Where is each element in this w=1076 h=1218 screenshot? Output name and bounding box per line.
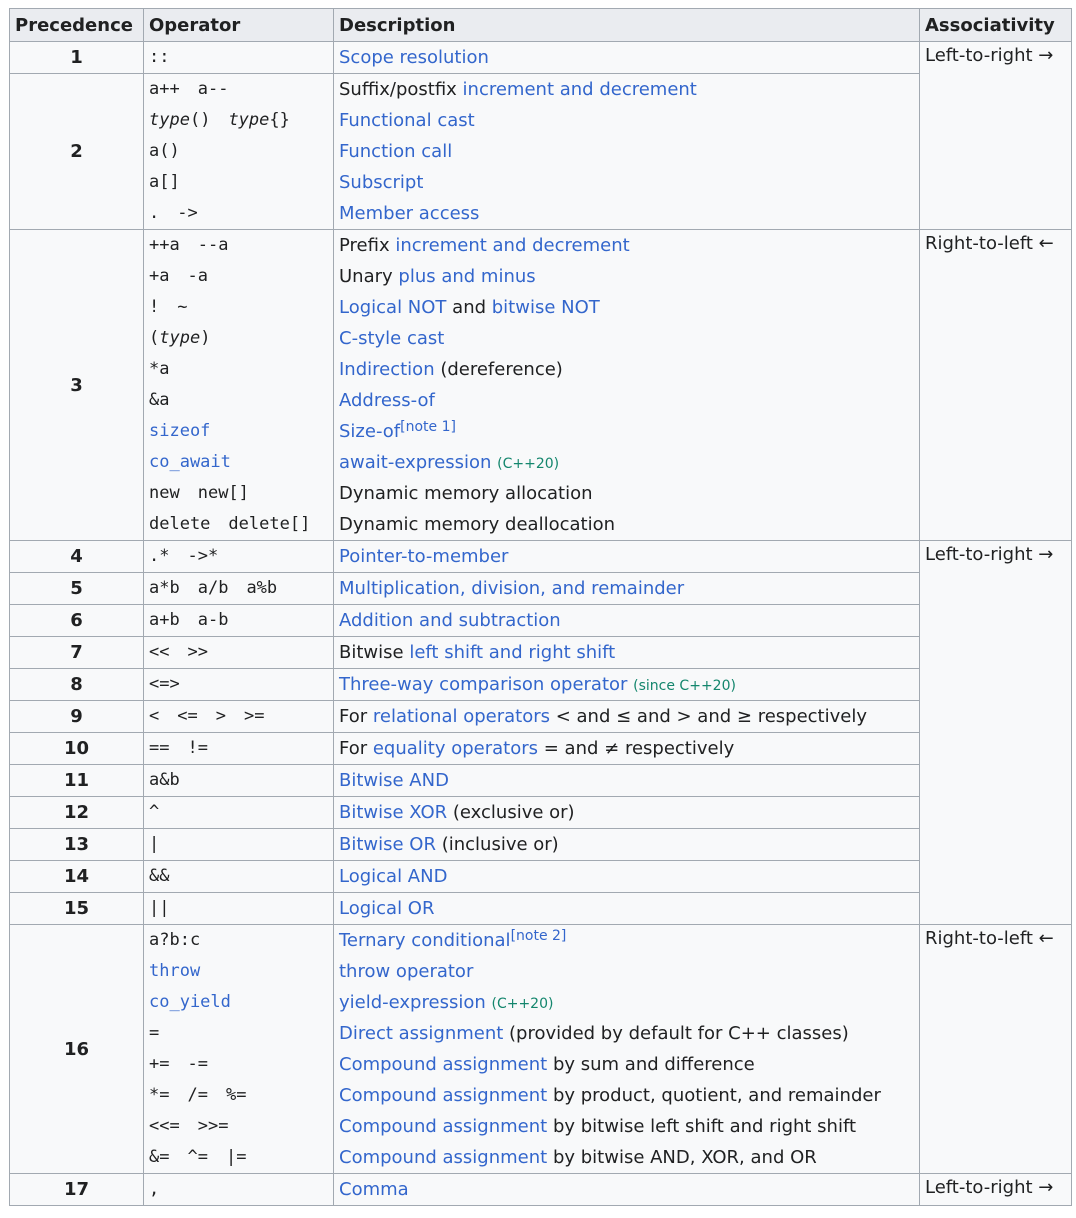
precedence-level: 16 [10, 925, 144, 1174]
version-note: (C++20) [497, 456, 560, 472]
operator-line [149, 354, 328, 385]
operator-symbol: == [149, 738, 170, 758]
precedence-level: 9 [10, 701, 144, 733]
precedence-row [10, 861, 1072, 893]
operator-line [149, 74, 328, 105]
description-cell [334, 573, 920, 605]
operator-symbol: --a [197, 235, 229, 255]
operator-symbol: {} [269, 110, 290, 130]
type-placeholder: type [159, 328, 201, 348]
operator-cell [144, 573, 334, 605]
description-link[interactable]: left shift and right shift [409, 642, 616, 663]
operator-symbol: | [149, 834, 160, 854]
description-cell [334, 637, 920, 669]
operator-cell [144, 541, 334, 573]
operator-line [149, 105, 328, 136]
description-text: and [446, 297, 492, 318]
operator-symbol: = [149, 1023, 160, 1043]
description-cell [334, 669, 920, 701]
description-line [339, 956, 914, 987]
operator-symbol: |= [225, 1147, 247, 1167]
description-line [339, 1111, 914, 1142]
operator-cell [144, 74, 334, 230]
header-associativity[interactable]: Associativity [920, 9, 1072, 42]
operator-symbol: -= [187, 1054, 208, 1074]
operator-line [149, 261, 328, 292]
precedence-row [10, 669, 1072, 701]
precedence-row [10, 637, 1072, 669]
operator-symbol: ~ [177, 297, 188, 317]
precedence-level: 6 [10, 605, 144, 637]
operator-symbol: && [149, 866, 170, 886]
operator-cell [144, 605, 334, 637]
description-line [339, 733, 914, 764]
operator-symbol: .* [149, 546, 170, 566]
operator-line [149, 541, 328, 572]
operator-symbol: -> [177, 203, 198, 223]
operator-line [149, 385, 328, 416]
operator-keyword-link[interactable]: delete[] [228, 514, 311, 534]
description-line [339, 292, 914, 323]
operator-keyword-link[interactable]: sizeof [149, 421, 211, 441]
description-line [339, 478, 914, 509]
description-text: For [339, 738, 373, 759]
operator-line [149, 861, 328, 892]
description-line [339, 797, 914, 828]
precedence-row [10, 605, 1072, 637]
description-line [339, 323, 914, 354]
operator-symbol: a/b [197, 578, 229, 598]
precedence-row [10, 573, 1072, 605]
description-line [339, 354, 914, 385]
operator-symbol [228, 110, 269, 130]
operator-line [149, 1049, 328, 1080]
precedence-row [10, 797, 1072, 829]
precedence-level: 5 [10, 573, 144, 605]
operator-cell [144, 42, 334, 74]
description-link[interactable]: Pointer-to-member [339, 546, 509, 567]
operator-precedence-table [9, 8, 1072, 1206]
operator-cell [144, 893, 334, 925]
operator-line [149, 987, 328, 1018]
operator-symbol: ( [149, 328, 160, 348]
operator-line [149, 478, 328, 509]
operator-cell [144, 230, 334, 541]
description-cell [334, 733, 920, 765]
description-link[interactable]: Addition and subtraction [339, 610, 561, 631]
operator-cell [144, 797, 334, 829]
description-text: (exclusive or) [447, 802, 575, 823]
precedence-level: 7 [10, 637, 144, 669]
description-link[interactable]: Compound assignment [339, 1116, 548, 1137]
description-line [339, 509, 914, 540]
operator-keyword-link[interactable]: delete [149, 514, 211, 534]
operator-line [149, 447, 328, 478]
operator-line [149, 509, 328, 540]
operator-line [149, 797, 328, 828]
description-link[interactable]: Compound assignment [339, 1085, 548, 1106]
description-cell [334, 1174, 920, 1206]
operator-line [149, 136, 328, 167]
description-line [339, 829, 914, 860]
operator-symbol: &a [149, 390, 170, 410]
type-placeholder: type [149, 110, 190, 130]
description-text: (inclusive or) [435, 834, 559, 855]
operator-symbol: a%b [246, 578, 278, 598]
precedence-row [10, 541, 1072, 573]
description-link[interactable]: Dynamic memory allocation [339, 483, 593, 504]
description-line [339, 198, 914, 229]
description-link[interactable]: Indirection [339, 359, 435, 380]
description-line [339, 925, 914, 956]
description-text: (provided by default for C++ classes) [503, 1023, 849, 1044]
description-line [339, 987, 914, 1018]
description-link[interactable]: Ternary conditional [339, 930, 511, 951]
description-link[interactable]: relational operators [372, 706, 550, 727]
precedence-level: 11 [10, 765, 144, 797]
description-text: Suffix/postfix [339, 79, 463, 100]
associativity-cell: Left-to-right → [920, 1174, 1072, 1206]
description-link[interactable]: Bitwise XOR [339, 802, 448, 823]
operator-line [149, 829, 328, 860]
description-link[interactable]: Bitwise AND [339, 770, 449, 791]
operator-line [149, 1174, 328, 1205]
associativity-cell: Right-to-left ← [920, 925, 1072, 1174]
header-operator[interactable]: Operator [144, 9, 334, 42]
precedence-row [10, 42, 1072, 74]
description-link[interactable]: Functional cast [339, 110, 475, 131]
description-link[interactable]: Three-way comparison operator [339, 674, 628, 695]
operator-line [149, 733, 328, 764]
description-cell [334, 893, 920, 925]
description-link[interactable]: Compound assignment [339, 1054, 548, 1075]
description-link[interactable]: Logical NOT [339, 297, 447, 318]
operator-line [149, 1018, 328, 1049]
operator-line [149, 637, 328, 668]
operator-symbol: >= [243, 706, 265, 726]
precedence-level: 12 [10, 797, 144, 829]
description-link[interactable]: C-style cast [339, 328, 445, 349]
description-line [339, 701, 914, 732]
operator-line [149, 292, 328, 323]
operator-symbol: >> [187, 642, 208, 662]
description-cell [334, 765, 920, 797]
precedence-level: 10 [10, 733, 144, 765]
description-link[interactable]: Size-of [339, 421, 401, 442]
description-cell [334, 42, 920, 74]
precedence-row [10, 74, 1072, 230]
description-line [339, 1174, 914, 1205]
operator-symbol: . [149, 203, 160, 223]
operator-line [149, 925, 328, 956]
precedence-level: 14 [10, 861, 144, 893]
operator-symbol: > [215, 706, 226, 726]
description-text: by product, quotient, and remainder [547, 1085, 881, 1106]
operator-symbol: () [189, 110, 211, 130]
operator-line [149, 42, 328, 73]
operator-symbol: &= [149, 1147, 170, 1167]
description-line [339, 1142, 914, 1173]
operator-symbol: || [149, 898, 170, 918]
description-cell [334, 861, 920, 893]
precedence-level: 2 [10, 74, 144, 230]
operator-line [149, 605, 328, 636]
header-precedence[interactable]: Precedence [10, 9, 144, 42]
table-body [10, 42, 1072, 1206]
operator-symbol: a+b [149, 610, 180, 630]
precedence-row [10, 829, 1072, 861]
description-line [339, 1018, 914, 1049]
description-link[interactable]: bitwise NOT [491, 297, 600, 318]
description-link[interactable]: increment and decrement [462, 79, 697, 100]
operator-keyword-link[interactable]: new[] [197, 483, 249, 503]
operator-line [149, 701, 328, 732]
operator-symbol: ^= [187, 1147, 208, 1167]
operator-symbol: <= [177, 706, 198, 726]
description-link[interactable]: Comma [339, 1179, 409, 1200]
description-link[interactable]: increment and decrement [395, 235, 630, 256]
description-link[interactable]: yield-expression [339, 992, 486, 1013]
operator-symbol: ^ [149, 802, 160, 822]
operator-symbol: ->* [187, 546, 219, 566]
description-link[interactable]: Member access [339, 203, 480, 224]
description-cell [334, 541, 920, 573]
version-note: (since C++20) [633, 678, 736, 694]
operator-symbol: a++ [149, 79, 180, 99]
description-text: Bitwise [339, 642, 410, 663]
precedence-row [10, 701, 1072, 733]
description-text: by bitwise AND, XOR, and OR [547, 1147, 817, 1168]
operator-line [149, 230, 328, 261]
precedence-level: 8 [10, 669, 144, 701]
description-line [339, 541, 914, 572]
description-link[interactable]: Compound assignment [339, 1147, 548, 1168]
operator-cell [144, 829, 334, 861]
footnote-ref[interactable]: [note 2] [510, 928, 567, 944]
description-link[interactable]: plus and minus [398, 266, 536, 287]
version-note: (C++20) [491, 996, 554, 1012]
description-link[interactable]: Function call [339, 141, 453, 162]
description-line [339, 136, 914, 167]
operator-line [149, 416, 328, 447]
operator-symbol: a[] [149, 172, 180, 192]
operator-symbol: %= [225, 1085, 247, 1105]
operator-line [149, 1080, 328, 1111]
description-text: For [339, 706, 373, 727]
description-text: = and ≠ respectively [538, 738, 735, 759]
description-line [339, 105, 914, 136]
description-text: by sum and difference [547, 1054, 755, 1075]
operator-symbol: a-b [197, 610, 229, 630]
operator-symbol: += [149, 1054, 170, 1074]
precedence-row [10, 893, 1072, 925]
header-row [10, 9, 1072, 42]
precedence-level: 15 [10, 893, 144, 925]
precedence-row [10, 733, 1072, 765]
operator-symbol: >>= [197, 1116, 229, 1136]
precedence-level: 4 [10, 541, 144, 573]
operator-line [149, 167, 328, 198]
operator-symbol: , [149, 1179, 160, 1199]
description-text: Unary [339, 266, 399, 287]
precedence-level: 3 [10, 230, 144, 541]
precedence-level: 13 [10, 829, 144, 861]
operator-keyword-link[interactable]: throw [149, 961, 201, 981]
precedence-row [10, 765, 1072, 797]
operator-symbol: *a [149, 359, 170, 379]
operator-line [149, 956, 328, 987]
description-cell [334, 74, 920, 230]
operator-cell [144, 925, 334, 1174]
operator-symbol: *= [149, 1085, 170, 1105]
description-line [339, 385, 914, 416]
operator-line [149, 1111, 328, 1142]
description-line [339, 861, 914, 892]
description-line [339, 1080, 914, 1111]
operator-keyword-link[interactable]: co_await [149, 452, 231, 472]
operator-symbol: :: [149, 47, 170, 67]
operator-line [149, 573, 328, 604]
description-link[interactable]: Logical AND [339, 866, 448, 887]
description-line [339, 42, 914, 73]
description-line [339, 765, 914, 796]
description-link[interactable]: Logical OR [339, 898, 435, 919]
description-text: < and ≤ and > and ≥ respectively [550, 706, 867, 727]
precedence-level: 17 [10, 1174, 144, 1206]
operator-symbol: a-- [197, 79, 229, 99]
description-line [339, 573, 914, 604]
operator-symbol: +a [149, 266, 170, 286]
operator-cell [144, 1174, 334, 1206]
operator-symbol: ) [200, 328, 211, 348]
description-link[interactable]: throw operator [339, 961, 474, 982]
description-line [339, 230, 914, 261]
type-placeholder: type [228, 110, 270, 130]
description-link[interactable]: Direct assignment [339, 1023, 504, 1044]
description-link[interactable]: Address-of [339, 390, 435, 411]
operator-symbol: a?b:c [149, 930, 201, 950]
operator-line [149, 1142, 328, 1173]
operator-cell [144, 701, 334, 733]
description-link[interactable]: equality operators [372, 738, 539, 759]
description-line [339, 1049, 914, 1080]
operator-cell [144, 669, 334, 701]
operator-cell [144, 637, 334, 669]
operator-keyword-link[interactable]: new [149, 483, 180, 503]
operator-symbol: -a [187, 266, 208, 286]
description-line [339, 605, 914, 636]
description-cell [334, 701, 920, 733]
description-line [339, 893, 914, 924]
associativity-cell: Left-to-right → [920, 541, 1072, 925]
precedence-level: 1 [10, 42, 144, 74]
header-description[interactable]: Description [334, 9, 920, 42]
description-line [339, 74, 914, 105]
operator-symbol: a&b [149, 770, 180, 790]
description-line [339, 669, 914, 700]
precedence-row [10, 230, 1072, 541]
description-line [339, 416, 914, 447]
operator-symbol: << [149, 642, 170, 662]
associativity-cell: Right-to-left ← [920, 230, 1072, 541]
description-line [339, 261, 914, 292]
operator-symbol: a*b [149, 578, 180, 598]
precedence-row [10, 925, 1072, 1174]
description-cell [334, 605, 920, 637]
operator-cell [144, 733, 334, 765]
description-link[interactable]: Subscript [339, 172, 424, 193]
operator-line [149, 765, 328, 796]
footnote-ref[interactable]: [note 1] [400, 419, 456, 435]
description-link[interactable]: Bitwise OR [339, 834, 436, 855]
operator-keyword-link[interactable]: co_yield [149, 992, 231, 1012]
operator-symbol: != [187, 738, 208, 758]
operator-symbol: <=> [149, 674, 180, 694]
operator-symbol: < [149, 706, 160, 726]
description-line [339, 637, 914, 668]
operator-symbol [149, 110, 190, 130]
description-link[interactable]: Dynamic memory deallocation [339, 514, 615, 535]
description-link[interactable]: Scope resolution [339, 47, 489, 68]
operator-line [149, 198, 328, 229]
description-text: Prefix [339, 235, 396, 256]
description-cell [334, 925, 920, 1174]
operator-symbol: a() [149, 141, 180, 161]
operator-line [149, 893, 328, 924]
description-cell [334, 797, 920, 829]
description-line [339, 447, 914, 478]
precedence-row [10, 1174, 1072, 1206]
operator-line [149, 669, 328, 700]
operator-symbol: /= [187, 1085, 208, 1105]
description-text: (dereference) [434, 359, 563, 380]
description-cell [334, 230, 920, 541]
operator-symbol: ++a [149, 235, 180, 255]
description-text: by bitwise left shift and right shift [547, 1116, 857, 1137]
description-line [339, 167, 914, 198]
description-link[interactable]: await-expression [339, 452, 492, 473]
description-cell [334, 829, 920, 861]
operator-symbol [159, 328, 200, 348]
operator-symbol: <<= [149, 1116, 180, 1136]
operator-symbol: ! [149, 297, 160, 317]
description-link[interactable]: Multiplication, division, and remainder [339, 578, 685, 599]
operator-cell [144, 765, 334, 797]
operator-line [149, 323, 328, 354]
associativity-cell: Left-to-right → [920, 42, 1072, 230]
operator-cell [144, 861, 334, 893]
